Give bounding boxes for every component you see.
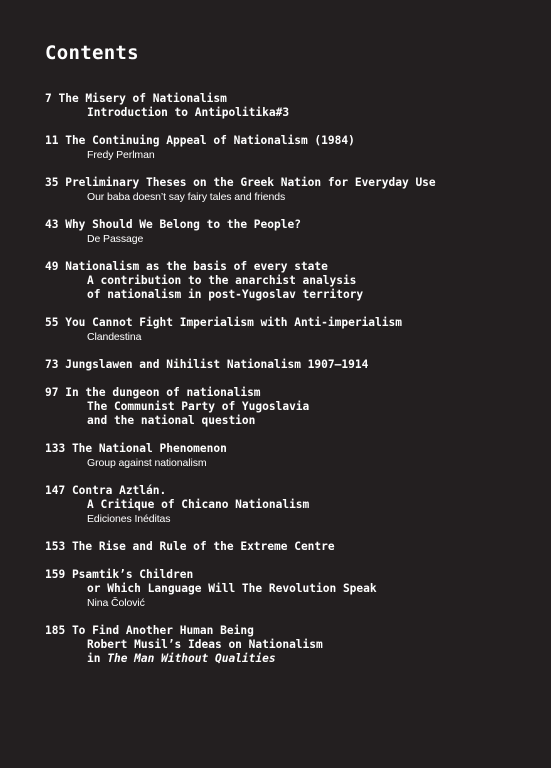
entry-subtitle: or Which Language Will The Revolution Speak xyxy=(87,582,377,595)
toc-entry xyxy=(45,176,535,204)
toc-entry xyxy=(45,260,535,302)
entry-subtitle: A contribution to the anarchist analysis xyxy=(87,274,357,287)
entry-subtitle: A Critique of Chicano Nationalism xyxy=(87,498,310,511)
page-title: Contents xyxy=(45,42,139,64)
entry-title: 159 Psamtik’s Children xyxy=(45,568,194,581)
toc-entry xyxy=(45,92,535,120)
entry-author: De Passage xyxy=(87,233,144,245)
entry-title: 133 The National Phenomenon xyxy=(45,442,227,455)
entry-author: Group against nationalism xyxy=(87,457,207,469)
entry-subtitle: and the national question xyxy=(87,414,256,427)
toc-entry xyxy=(45,484,535,526)
toc-entry xyxy=(45,358,535,372)
entry-title: 97 In the dungeon of nationalism xyxy=(45,386,261,399)
toc-entry xyxy=(45,540,535,554)
entry-title: 147 Contra Aztlán. xyxy=(45,484,167,497)
entry-subtitle: The Communist Party of Yugoslavia xyxy=(87,400,310,413)
toc-list xyxy=(45,92,535,666)
toc-entry xyxy=(45,568,535,610)
entry-title: 49 Nationalism as the basis of every state xyxy=(45,260,328,273)
toc-entry xyxy=(45,218,535,246)
entry-title: 35 Preliminary Theses on the Greek Nation for Everyday Use xyxy=(45,176,436,189)
entry-title: 153 The Rise and Rule of the Extreme Centre xyxy=(45,540,335,553)
entry-author: Nina Čolović xyxy=(87,597,145,609)
entry-title: 185 To Find Another Human Being xyxy=(45,624,254,637)
entry-title: 55 You Cannot Fight Imperialism with Anti-imperialism xyxy=(45,316,402,329)
toc-entry xyxy=(45,316,535,344)
entry-title: 7 The Misery of Nationalism xyxy=(45,92,227,105)
entry-author: Fredy Perlman xyxy=(87,149,155,161)
entry-title: 43 Why Should We Belong to the People? xyxy=(45,218,301,231)
toc-entry xyxy=(45,624,535,666)
toc-entry xyxy=(45,442,535,470)
entry-title: 73 Jungslawen and Nihilist Nationalism 1907—1914 xyxy=(45,358,369,371)
toc-entry xyxy=(45,134,535,162)
contents-page xyxy=(45,40,535,680)
toc-entry xyxy=(45,386,535,428)
entry-author: Our baba doesn’t say fairy tales and friends xyxy=(87,191,286,203)
entry-author: Ediciones Inéditas xyxy=(87,513,171,525)
book-title-italic: The Man Without Qualities xyxy=(107,652,276,665)
entry-subtitle: Introduction to Antipolitika#3 xyxy=(87,106,290,119)
entry-subtitle-prefix: in xyxy=(87,652,108,665)
entry-subtitle: of nationalism in post-Yugoslav territory xyxy=(87,288,364,301)
entry-author: Clandestina xyxy=(87,331,142,343)
entry-title: 11 The Continuing Appeal of Nationalism (1984) xyxy=(45,134,355,147)
entry-subtitle-last xyxy=(45,652,535,666)
entry-subtitle: Robert Musil’s Ideas on Nationalism xyxy=(87,638,323,651)
